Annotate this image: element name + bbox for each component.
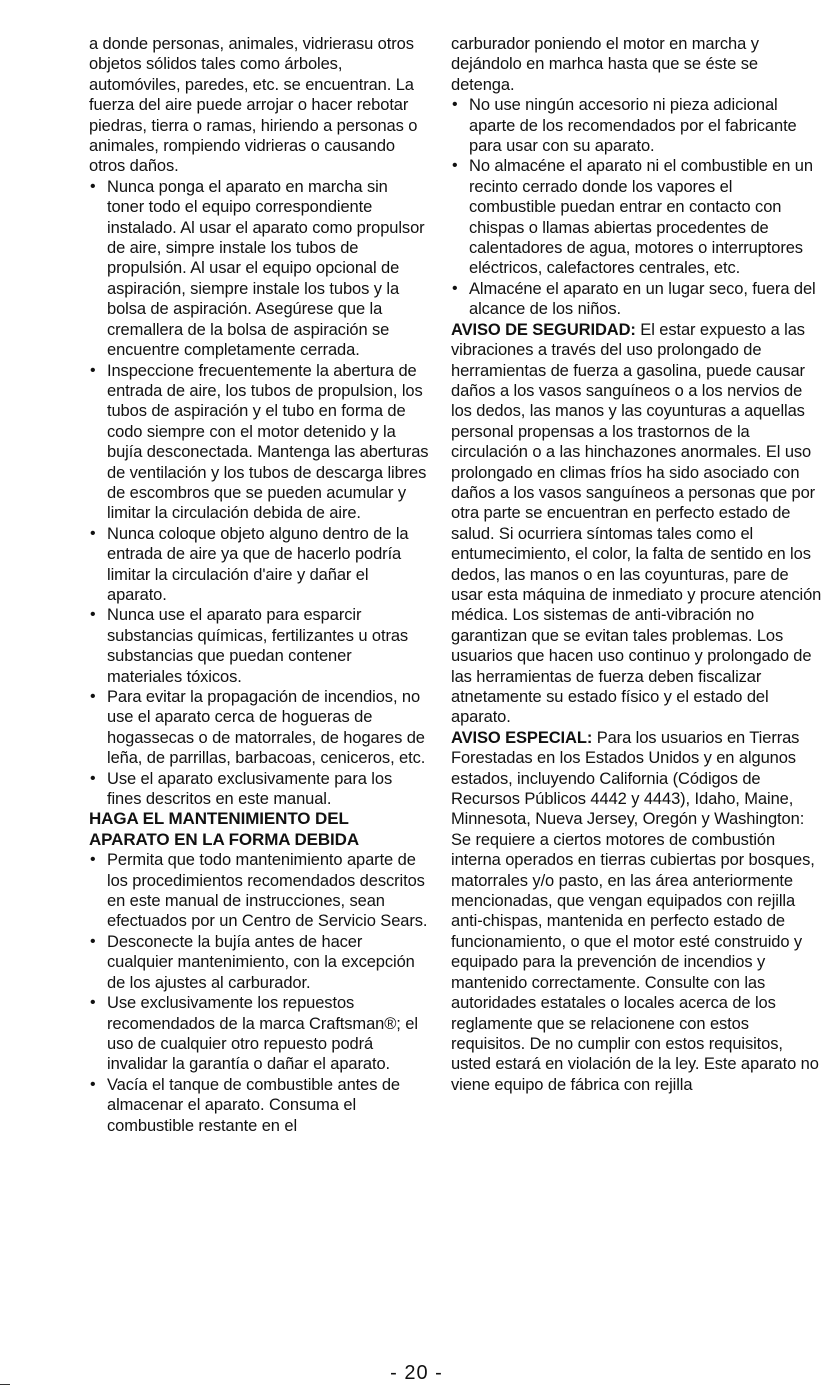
safety-notice <box>451 320 823 728</box>
continuation-paragraph: carburador poniendo el motor en marcha y dejándolo en marhca hasta que se éste se detenga. <box>451 35 759 94</box>
maintenance-bullet: • Permita que todo mantenimiento aparte de los procedimientos recomendados descritos en este manual de instrucciones, sean efectuados por un Centro de Servicio Sears. <box>89 850 429 932</box>
bullet-item: • Inspeccione frecuentemente la abertura de entrada de aire, los tubos de propulsion, los tubos de aspiración y el tubo en forma de codo siempre con el motor detenido y la bujía desconectada. Mantenga las aberturas de ventilación y los tubos de descarga libres de escombros que se pueden acumular y limitar la circulación debida de aire. <box>89 361 429 524</box>
bullet-item: • Nunca ponga el aparato en marcha sin toner todo el equipo correspondiente instalado. Al usar el aparato como propulsor de aire, simpre instale los tubos de propulsión. Al usar el equipo opcional de aspiración, siempre instale los tubos y la bolsa de aspiración. Asegúrese que la cremallera de la bolsa de aspiración se encuentre completamente cerrada. <box>89 177 429 361</box>
page-number: - 20 - <box>390 1362 443 1384</box>
safety-notice-label: AVISO DE SEGURIDAD: <box>451 320 636 339</box>
bullet-item: • No almacéne el aparato ni el combustible en un recinto cerrado donde los vapores el combustible puedan entrar en contacto con chispas o llamas abiertas procedentes de calentadores de agua, motores o interruptores eléctricos, calefactores centrales, etc. <box>451 156 823 278</box>
bullet-item: • Nunca use el aparato para esparcir substancias químicas, fertilizantes u otras substancias que puedan contener materiales tóxicos. <box>89 605 429 687</box>
bullet-item: • Almacéne el aparato en un lugar seco, fuera del alcance de los niños. <box>451 279 823 320</box>
bullet-item: • Use el aparato exclusivamente para los fines descritos en este manual. <box>89 769 429 810</box>
special-notice-label: AVISO ESPECIAL: <box>451 728 593 747</box>
scan-edge-mark <box>0 1384 10 1385</box>
bullet-item: • Para evitar la propagación de incendios, no use el aparato cerca de hogueras de hogassecas o de matorrales, de hogares de leña, de parrillas, barbacoas, ceniceros, etc. <box>89 687 429 769</box>
bullet-item: • Nunca coloque objeto alguno dentro de la entrada de aire ya que de hacerlo podría limitar la circulación d'aire y dañar el aparato. <box>89 524 429 606</box>
safety-notice-text: El estar expuesto a las vibraciones a través del uso prolongado de herramientas de fuerza a gasolina, puede causar daños a los vasos sanguíneos o a los nervios de los dedos, las manos y las coyunturas a aquellas personal propensas a los trastornos de la circulación o a las hinchazones anormales. El uso prolongado en climas fríos ha sido asociado con daños a los vasos sanguíneos a personas que por otra parte se encuentran en perfecto estado de salud. Si ocurriera síntomas tales como el entumecimiento, el color, la falta de sentido en los dedos, las manos o en las coyunturas, pare de usar esta máquina de inmediato y procure atención médica. Los sistemas de anti-vibración no garantizan que se evitan tales problemas. Los usuarios que hacen uso continuo y prolongado de las herramientas de fuerza deben fiscalizar atnetamente su estado físico y el estado del aparato. <box>451 320 822 727</box>
special-notice <box>451 728 823 1095</box>
maintenance-bullet: • Use exclusivamente los repuestos recomendados de la marca Craftsman®; el uso de cualquier otro repuesto podrá invalidar la garantía o dañar el aparato. <box>89 993 429 1075</box>
section-heading: HAGA EL MANTENIMIENTO DEL APARATO EN LA FORMA DEBIDA <box>89 809 360 849</box>
special-notice-text: Para los usuarios en Tierras Forestadas en los Estados Unidos y en algunos estados, incluyendo California (Códigos de Recursos Públicos 4442 y 4443), Idaho, Maine, Minnesota, Nueva Jersey, Oregón y Washington: Se requiere a ciertos motores de combustión interna operados en tierras cubiertas por bosques, matorrales y/o pasto, en las área anteriormente mencionadas, que vengan equipados con rejilla anti-chispas, mantenida en perfecto estado de funcionamiento, o que el motor esté construido y equipado para la prevención de incendios y mantenido correctamente. Consulte con las autoridades estatales o locales acerca de los reglamente que se relacionene con estos requisitos. De no cumplir con estos requisitos, usted estará en violación de la ley. Este aparato no viene equipo de fábrica con rejilla <box>451 728 819 1094</box>
maintenance-bullet: • Desconecte la bujía antes de hacer cualquier mantenimiento, con la excepción de los ajustes al carburador. <box>89 932 429 993</box>
intro-paragraph: a donde personas, animales, vidrierasu otros objetos sólidos tales como árboles, automóviles, paredes, etc. se encuentran. La fuerza del aire puede arrojar o hacer rebotar piedras, tierra o ramas, hiriendo a personas o animales, rompiendo vidrieras o causando otros daños. <box>89 35 418 176</box>
maintenance-bullet: • Vacía el tanque de combustible antes de almacenar el aparato. Consuma el combustible restante en el <box>89 1075 429 1136</box>
bullet-item: • No use ningún accesorio ni pieza adicional aparte de los recomendados por el fabricante para usar con su aparato. <box>451 95 823 156</box>
right-column <box>451 34 823 1095</box>
left-column <box>89 34 429 1136</box>
